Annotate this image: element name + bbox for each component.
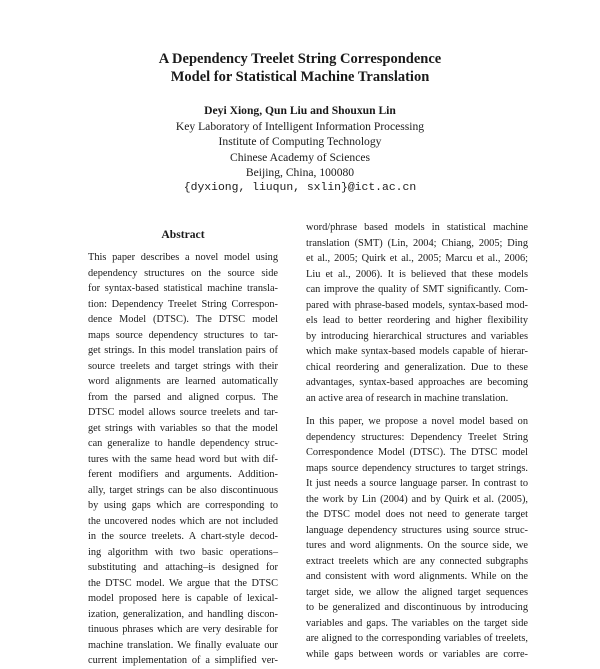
abstract-line: word alignments are learned automatically	[88, 376, 278, 387]
abstract-line: DTSC model allows source treelets and tar-	[88, 407, 278, 418]
abstract-line: can generalize to handle dependency struc-	[88, 438, 278, 449]
abstract-line: the uncovered nodes which are not included	[88, 515, 278, 527]
abstract-line: dence Model (DTSC). The DTSC model	[88, 314, 278, 325]
author-email: {dyxiong, liuqun, sxlin}@ict.ac.cn	[183, 181, 417, 194]
introduction-column	[306, 220, 528, 662]
intro-line: tures and word alignments. On the source side, we	[306, 540, 528, 551]
intro-line: target side, we allow the aligned target sequences	[306, 586, 528, 598]
intro-line: the DTSC model does not need to generate target	[306, 509, 528, 520]
intro-line: dependency structures: Dependency Treelet String	[306, 431, 528, 443]
intro-line: can improve the quality of SMT significantly. Com-	[306, 284, 528, 295]
abstract-line: This paper describes a novel model using	[88, 252, 278, 263]
intro-line: word/phrase based models in statistical machine	[306, 222, 528, 233]
abstract-line: machine translation. We finally evaluate our	[88, 639, 278, 651]
abstract-line: ferent modifiers and arguments. Addition-	[88, 469, 278, 480]
intro-line: by introducing hierarchical structures and variables	[306, 330, 528, 342]
intro-paragraph-1	[306, 220, 528, 406]
abstract-line: the DTSC model. We argue that the DTSC	[88, 577, 278, 589]
abstract-line: from the parsed and aligned corpus. The	[88, 391, 278, 403]
abstract-line: get strings. In this model translation pairs of	[88, 345, 278, 356]
abstract-line: tures with the same head word but with dif-	[88, 453, 278, 465]
abstract-line: ing algorithm with two basic operations–	[88, 546, 278, 558]
intro-paragraph-2	[306, 414, 528, 662]
abstract-line: substituting and attaching–is designed for	[88, 562, 278, 573]
intro-line: maps source dependency structures to target strings.	[306, 462, 528, 474]
intro-line: It just needs a source language parser. In contrast to	[306, 478, 528, 489]
intro-line: the work by Lin (2004) and by Quirk et al. (2005),	[306, 493, 528, 505]
affiliation-line: Key Laboratory of Intelligent Information Processing	[175, 119, 425, 133]
abstract-line: current implementation of a simplified ver-	[88, 655, 278, 666]
abstract-body	[88, 250, 278, 669]
intro-line: language dependency structures using source struc-	[306, 524, 528, 536]
abstract-line: model proposed here is capable of lexical-	[88, 593, 278, 604]
abstract-line: get strings with variables so that the model	[88, 422, 278, 434]
abstract-line: source treelets and target strings with their	[88, 360, 278, 372]
author-block	[0, 103, 600, 196]
abstract-line: for syntax-based statistical machine transla-	[88, 283, 278, 294]
intro-line: et al., 2005; Quirk et al., 2005; Marcu et al., 2006;	[306, 253, 528, 264]
intro-line: while gaps between words or variables are corre-	[306, 648, 528, 660]
abstract-line: tinuous phrases which are very desirable for	[88, 624, 278, 635]
abstract-heading: Abstract	[161, 228, 205, 241]
intro-line: extract treelets which are any connected subgraphs	[306, 555, 528, 567]
paragraph-gap	[306, 406, 528, 414]
abstract-line: ization, generalization, and handling discon-	[88, 608, 278, 620]
intro-line: and consistent with word alignments. While on the	[306, 571, 528, 582]
intro-line: advantages, syntax-based approaches are becoming	[306, 377, 528, 388]
title-line: A Dependency Treelet String Correspondence	[158, 51, 442, 67]
intro-line: In this paper, we propose a novel model based on	[306, 416, 528, 427]
intro-line: an active area of research in machine translation.	[306, 392, 509, 404]
abstract-line: maps source dependency structures to tar-	[88, 329, 278, 341]
intro-line: translation (SMT) (Lin, 2004; Chiang, 2005; Ding	[306, 237, 528, 249]
abstract-line: by using gaps which are corresponding to	[88, 500, 278, 511]
abstract-line: ally, target strings can be also discontinuous	[88, 484, 278, 496]
intro-line: variables and gaps. The variables on the target side	[306, 617, 528, 629]
intro-line: Liu et al., 2006). It is believed that these models	[306, 268, 528, 280]
intro-line: Correspondence Model (DTSC). The DTSC model	[306, 447, 528, 458]
abstract-line: tion: Dependency Treelet String Correspon-	[88, 298, 278, 310]
title-line: Model for Statistical Machine Translation	[170, 69, 430, 85]
affiliation-line: Beijing, China, 100080	[245, 166, 355, 179]
intro-line: els lead to better reordering and higher flexibility	[306, 315, 528, 326]
paper-title	[0, 50, 600, 86]
intro-line: to be generalized and discontinuous by introducing	[306, 602, 528, 613]
intro-line: are aligned to the corresponding variables of treelets,	[306, 633, 528, 644]
intro-line: pared with phrase-based models, syntax-based mod-	[306, 299, 528, 311]
intro-line: which make syntax-based models capable of hierar-	[306, 346, 528, 357]
abstract-line: in the source treelets. A chart-style decod-	[88, 531, 278, 542]
author-names: Deyi Xiong, Qun Liu and Shouxun Lin	[204, 104, 396, 117]
affiliation-line: Institute of Computing Technology	[218, 135, 382, 148]
abstract-line: dependency structures on the source side	[88, 267, 278, 279]
affiliation-line: Chinese Academy of Sciences	[229, 150, 371, 164]
intro-line: chical reordering and generalization. Due to these	[306, 361, 528, 373]
